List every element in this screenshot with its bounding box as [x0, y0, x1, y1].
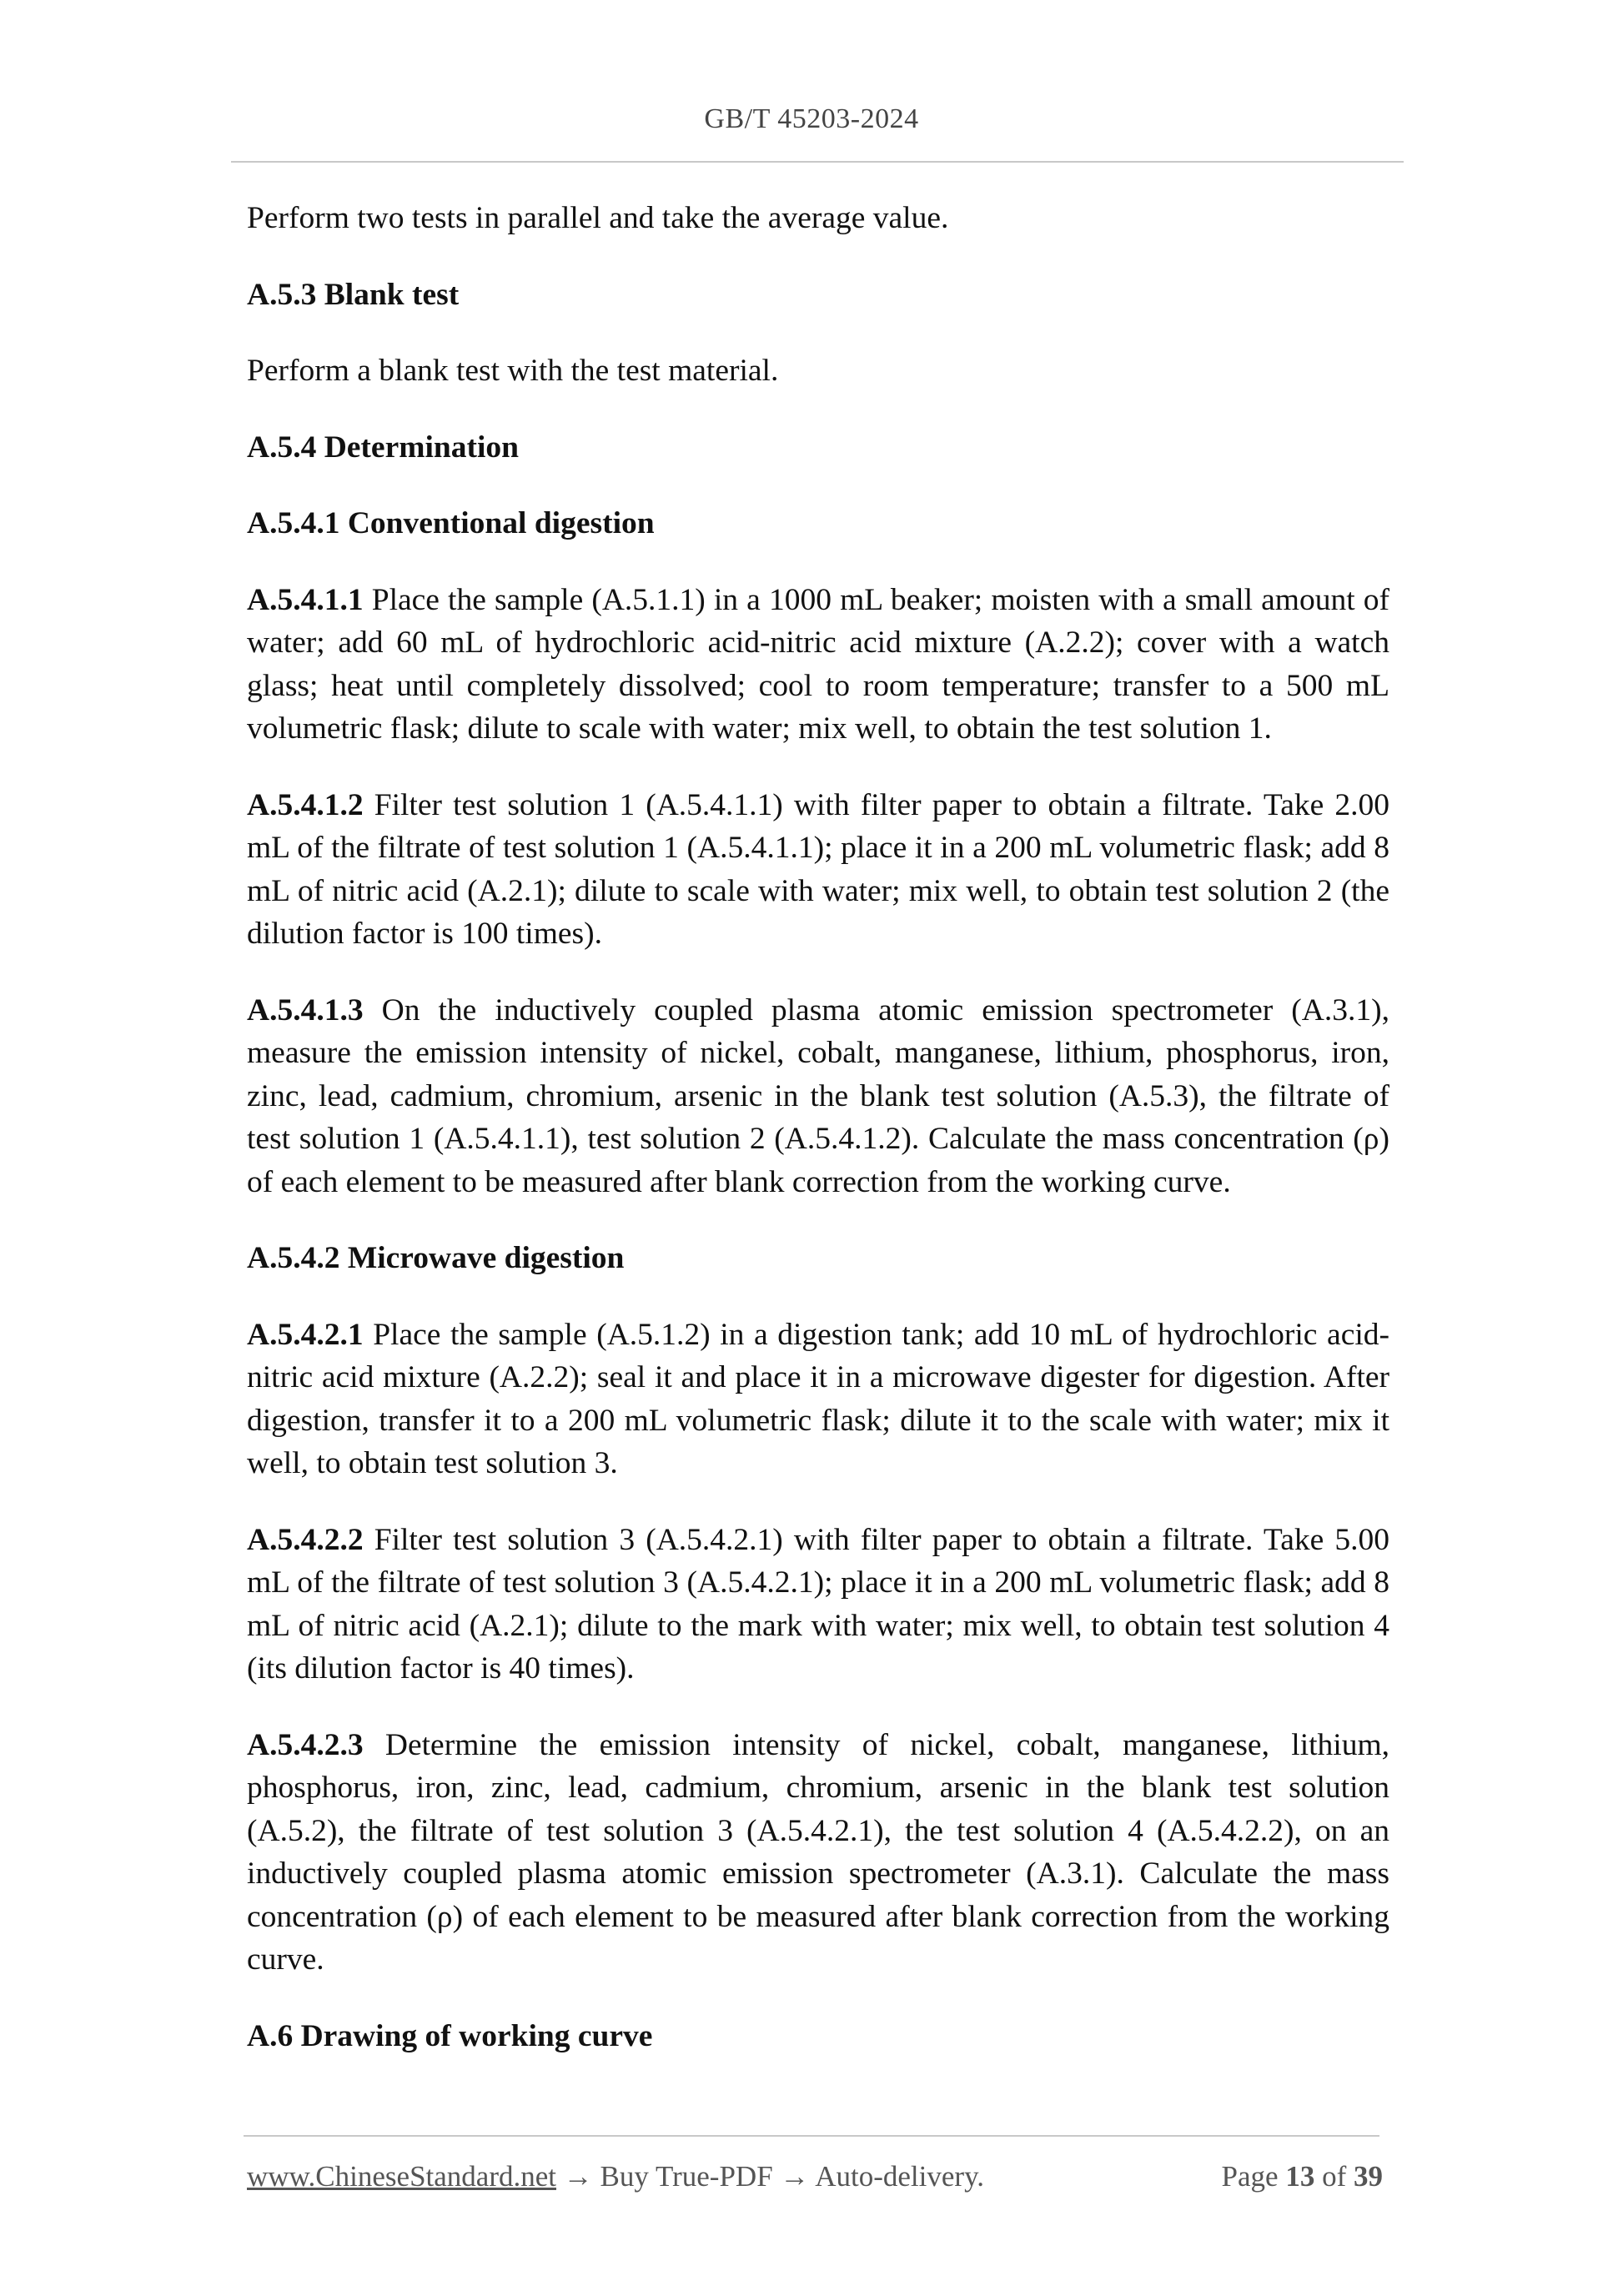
clause-text: Filter test solution 3 (A.5.4.2.1) with filter paper to obtain a filtrate. Take 5.00 mL of the filtrate of test solution 3 (A.5.4.2.1); place it in a 200 mL volumetric flask; add 8 mL of nitric acid (A.2.1); dilute to the mark with water; mix well, to obtain test solution 4 (its dilution factor is 40 times).: [247, 1522, 1389, 1686]
heading-a-6: A.6 Drawing of working curve: [247, 2018, 653, 2053]
page-footer: [247, 2160, 1383, 2198]
paragraph-a-5-4-2-3: [247, 1724, 1389, 1982]
footer-promo: [247, 2160, 984, 2193]
clause-number: A.5.4.2.2: [247, 1522, 364, 1557]
clause-text: Place the sample (A.5.1.1) in a 1000 mL beaker; moisten with a small amount of water; add 60 mL of hydrochloric acid-nitric acid mixture (A.2.2); cover with a watch glass; heat until completely dissolved; cool to room temperature; transfer to a 500 mL volumetric flask; dilute to scale with water; mix well, to obtain the test solution 1.: [247, 582, 1389, 746]
heading-a-5-4: A.5.4 Determination: [247, 430, 519, 465]
document-body: [247, 197, 1389, 2091]
document-header: GB/T 45203-2024: [704, 103, 919, 134]
paragraph-parallel-tests: Perform two tests in parallel and take the average value.: [247, 201, 949, 235]
clause-number: A.5.4.2.3: [247, 1727, 364, 1762]
arrow-right-icon: →: [563, 2160, 593, 2193]
paragraph-a-5-4-1-3: [247, 989, 1389, 1204]
current-page-number: 13: [1285, 2160, 1315, 2193]
heading-a-5-4-2: A.5.4.2 Microwave digestion: [247, 1241, 625, 1275]
clause-number: A.5.4.1.3: [247, 992, 364, 1027]
clause-text: Determine the emission intensity of nickel, cobalt, manganese, lithium, phosphorus, iron, zinc, lead, cadmium, chromium, arsenic in the blank test solution (A.5.2), the filtrate of test solution 3 (A.5.4.2.1), the test solution 4 (A.5.4.2.2), on an inductively coupled plasma atomic emission spectrometer (A.3.1). Calculate the mass concentration (ρ) of each element to be measured after blank correction from the working curve.: [247, 1727, 1389, 1977]
heading-a-5-3: A.5.3 Blank test: [247, 277, 460, 312]
paragraph-a-5-4-1-1: [247, 579, 1389, 751]
clause-text: Place the sample (A.5.1.2) in a digestion tank; add 10 mL of hydrochloric acid-nitric acid mixture (A.2.2); seal it and place it in a microwave digester for digestion. After digestion, transfer it to a 200 mL volumetric flask; dilute it to the scale with water; mix it well, to obtain test solution 3.: [247, 1317, 1389, 1480]
buy-true-pdf-text: Buy True-PDF: [592, 2160, 781, 2193]
footer-divider: [244, 2135, 1379, 2137]
arrow-right-icon: →: [780, 2160, 810, 2193]
of-label: of: [1322, 2160, 1347, 2193]
total-pages-number: 39: [1354, 2160, 1383, 2193]
paragraph-a-5-4-2-1: [247, 1314, 1389, 1485]
clause-text: Filter test solution 1 (A.5.4.1.1) with filter paper to obtain a filtrate. Take 2.00 mL of the filtrate of test solution 1 (A.5.4.1.1); place it in a 200 mL volumetric flask; add 8 mL of nitric acid (A.2.1); dilute to scale with water; mix well, to obtain test solution 2 (the dilution factor is 100 times).: [247, 787, 1389, 951]
paragraph-a-5-4-2-2: [247, 1519, 1389, 1691]
page-label: Page: [1221, 2160, 1279, 2193]
paragraph-blank-test: Perform a blank test with the test material.: [247, 354, 779, 388]
clause-text: On the inductively coupled plasma atomic emission spectrometer (A.3.1), measure the emission intensity of nickel, cobalt, manganese, lithium, phosphorus, iron, zinc, lead, cadmium, chromium, arsenic in the blank test solution (A.5.3), the filtrate of test solution 1 (A.5.4.1.1), test solution 2 (A.5.4.1.2). Calculate the mass concentration (ρ) of each element to be measured after blank correction from the working curve.: [247, 992, 1389, 1199]
header-divider: [231, 161, 1404, 163]
auto-delivery-text: Auto-delivery.: [809, 2160, 985, 2193]
clause-number: A.5.4.2.1: [247, 1317, 364, 1352]
heading-a-5-4-1: A.5.4.1 Conventional digestion: [247, 506, 655, 540]
clause-number: A.5.4.1.1: [247, 582, 364, 617]
page-indicator: [1222, 2160, 1383, 2193]
website-link[interactable]: www.ChineseStandard.net: [247, 2160, 556, 2193]
paragraph-a-5-4-1-2: [247, 784, 1389, 956]
clause-number: A.5.4.1.2: [247, 787, 364, 822]
